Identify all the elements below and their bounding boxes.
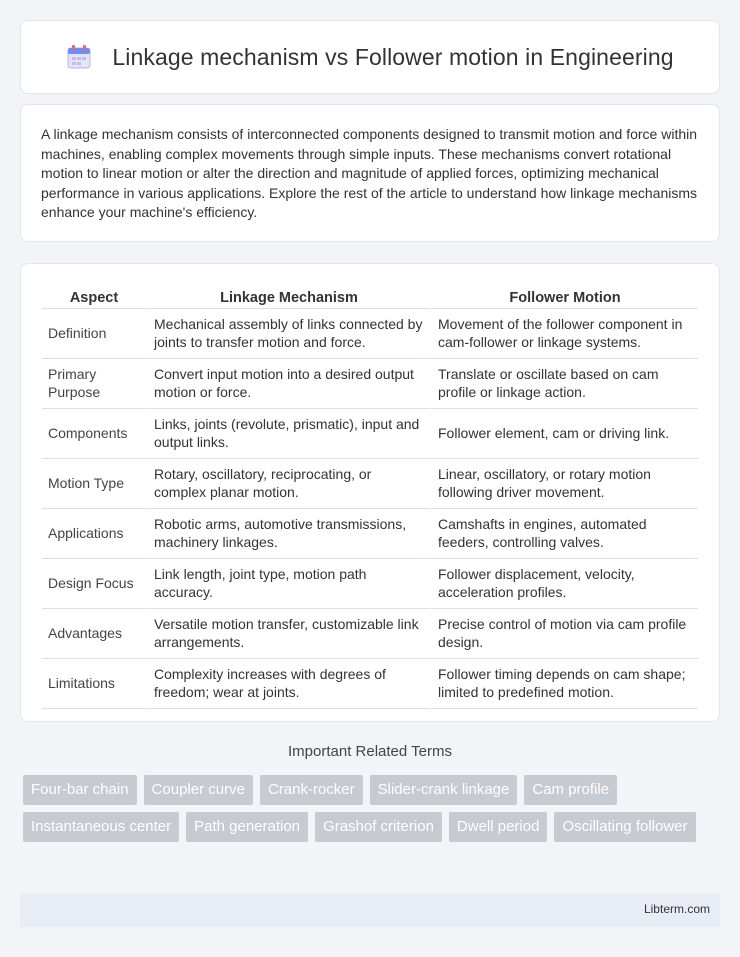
related-terms-list (23, 775, 723, 842)
row-linkage-cell: Rotary, oscillatory, reciprocating, or complex planar motion. (146, 459, 430, 509)
table-header-row (42, 284, 698, 309)
row-aspect: Components (42, 409, 146, 459)
term-tag[interactable]: Slider-crank linkage (370, 775, 518, 805)
term-tag[interactable]: Oscillating follower (554, 812, 695, 842)
table-row (42, 309, 698, 359)
row-linkage-cell: Complexity increases with degrees of freedom; wear at joints. (146, 659, 430, 709)
related-terms-title: Important Related Terms (288, 743, 452, 760)
row-follower-cell: Linear, oscillatory, or rotary motion following driver movement. (430, 459, 698, 509)
comparison-card (20, 263, 720, 722)
footer-bar (20, 893, 720, 927)
row-follower-cell: Follower element, cam or driving link. (430, 409, 698, 459)
row-linkage-cell: Versatile motion transfer, customizable link arrangements. (146, 609, 430, 659)
table-row (42, 609, 698, 659)
intro-paragraph: A linkage mechanism consists of interconnected components designed to transmit motion and force within machines, enabling complex movements through simple inputs. These mechanisms convert rotational motion to linear motion or alter the direction and magnitude of applied forces, optimizing mechanical performance in various applications. Explore the rest of the article to understand how linkage mechanisms enhance your machine's efficiency. (41, 126, 698, 220)
row-aspect: Motion Type (42, 459, 146, 509)
term-tag[interactable]: Coupler curve (144, 775, 253, 805)
term-tag[interactable]: Dwell period (449, 812, 548, 842)
title-card (20, 20, 720, 94)
comparison-table (42, 284, 698, 709)
row-linkage-cell: Mechanical assembly of links connected by joints to transfer motion and force. (146, 309, 430, 359)
table-row (42, 659, 698, 709)
term-tag[interactable]: Grashof criterion (315, 812, 442, 842)
row-aspect: Advantages (42, 609, 146, 659)
row-aspect: Applications (42, 509, 146, 559)
row-aspect: Limitations (42, 659, 146, 709)
row-aspect: Primary Purpose (42, 359, 146, 409)
row-linkage-cell: Convert input motion into a desired output motion or force. (146, 359, 430, 409)
row-follower-cell: Camshafts in engines, automated feeders, controlling valves. (430, 509, 698, 559)
row-follower-cell: Follower displacement, velocity, acceleration profiles. (430, 559, 698, 609)
term-tag[interactable]: Instantaneous center (23, 812, 179, 842)
table-row (42, 509, 698, 559)
row-linkage-cell: Link length, joint type, motion path accuracy. (146, 559, 430, 609)
header-follower-motion: Follower Motion (430, 284, 698, 309)
table-row (42, 559, 698, 609)
intro-card (20, 104, 720, 242)
header-linkage-mechanism: Linkage Mechanism (146, 284, 430, 309)
row-follower-cell: Precise control of motion via cam profile design. (430, 609, 698, 659)
term-tag[interactable]: Crank-rocker (260, 775, 363, 805)
row-linkage-cell: Links, joints (revolute, prismatic), input and output links. (146, 409, 430, 459)
row-follower-cell: Follower timing depends on cam shape; limited to predefined motion. (430, 659, 698, 709)
footer-site-link[interactable]: Libterm.com (643, 902, 710, 916)
row-follower-cell: Translate or oscillate based on cam profile or linkage action. (430, 359, 698, 409)
term-tag[interactable]: Cam profile (524, 775, 617, 805)
row-follower-cell: Movement of the follower component in cam-follower or linkage systems. (430, 309, 698, 359)
term-tag[interactable]: Four-bar chain (23, 775, 137, 805)
table-row (42, 459, 698, 509)
table-row (42, 409, 698, 459)
calendar-icon (66, 44, 92, 70)
term-tag[interactable]: Path generation (186, 812, 308, 842)
row-aspect: Definition (42, 309, 146, 359)
row-linkage-cell: Robotic arms, automotive transmissions, machinery linkages. (146, 509, 430, 559)
row-aspect: Design Focus (42, 559, 146, 609)
table-row (42, 359, 698, 409)
header-aspect: Aspect (42, 284, 146, 309)
page-title: Linkage mechanism vs Follower motion in Engineering (112, 43, 674, 70)
